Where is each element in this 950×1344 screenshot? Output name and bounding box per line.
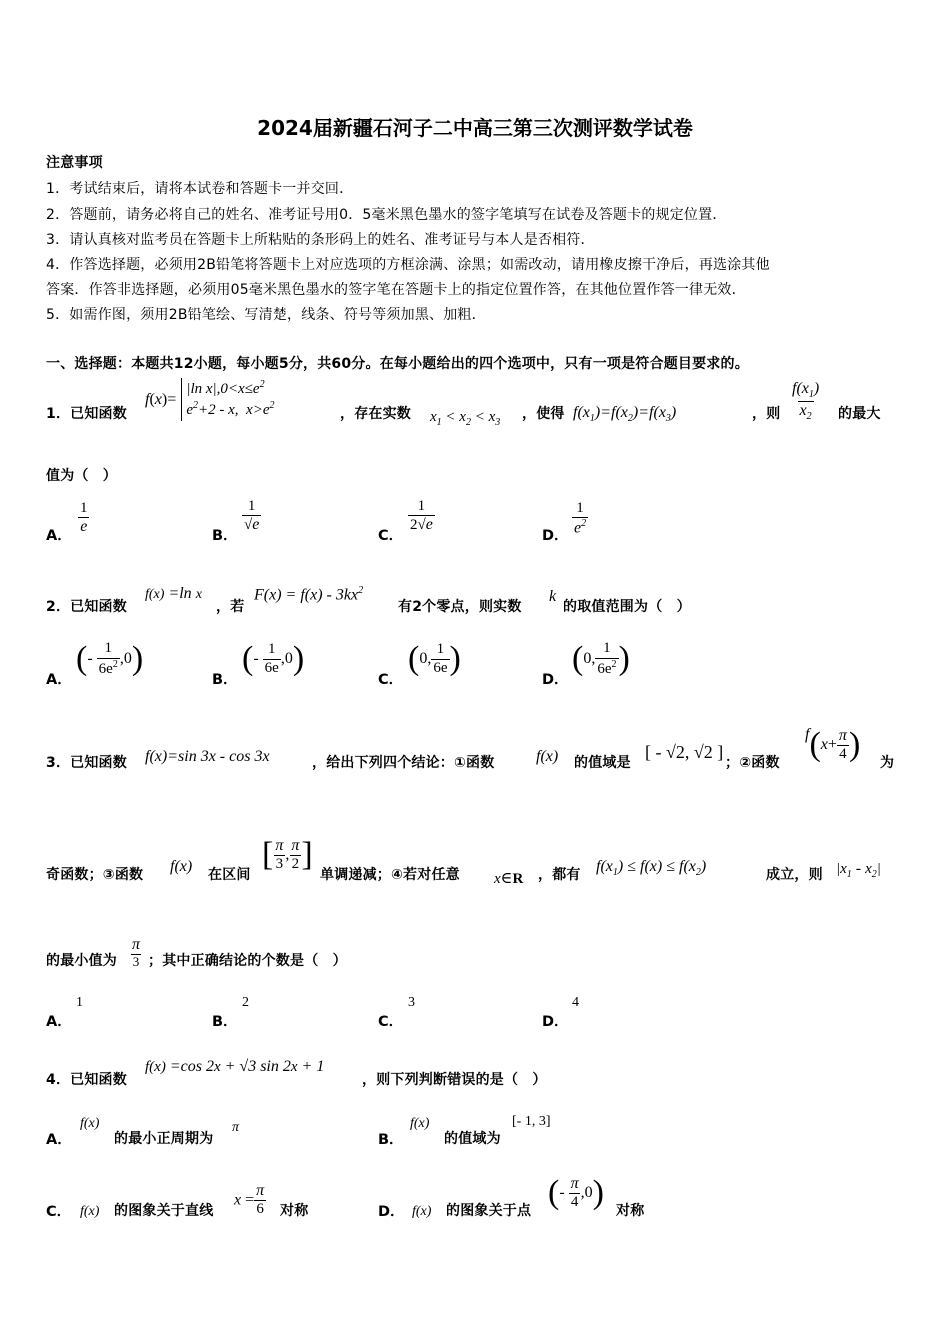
q2-text: 的取值范围为（ ） bbox=[563, 599, 691, 615]
q4-option-c-text: 的图象关于直线 bbox=[114, 1203, 214, 1219]
q2-text: ，若 bbox=[216, 599, 245, 615]
q1-option-d[interactable]: D． bbox=[542, 528, 569, 544]
notice-item: 2．答题前，请务必将自己的姓名、准考证号用0．5毫米黑色墨水的签字笔填写在试卷及答题卡的规定位置． bbox=[46, 207, 727, 223]
q4-option-c[interactable]: C． bbox=[46, 1204, 72, 1220]
q3-option-a[interactable]: A． bbox=[46, 1014, 72, 1030]
q2-function: f(x) =ln x bbox=[145, 585, 202, 602]
q4-option-b-text: 的值域为 bbox=[444, 1131, 501, 1147]
q3-f1: f(x) bbox=[536, 748, 559, 765]
q2-option-c-value: (0, $\frac{1}{6e}$ ) bbox=[408, 640, 461, 677]
notice-item: 3．请认真核对监考员在答题卡上所粘贴的条形码上的姓名、准考证号与本人是否相符． bbox=[46, 232, 595, 248]
q4-option-b-fx: f(x) bbox=[410, 1116, 430, 1131]
q3-text: ，都有 bbox=[538, 867, 581, 883]
q4-option-c-value: x = $\frac{\pi}{6}$ bbox=[234, 1182, 265, 1218]
q3-inequality: $f(x_1) \le f(x) \le f(x_2)$ bbox=[596, 858, 707, 879]
q1-inequality: $x_1 < x_2 < x_3$ bbox=[430, 409, 501, 428]
q3-text: 的最小值为 bbox=[46, 953, 117, 969]
q1-piecewise: f(x)= |ln $x|,0<x\le e^2$ $e^2+2 - x$, $x>e^2$ bbox=[145, 378, 274, 421]
q4-prefix: 4．已知函数 bbox=[46, 1072, 127, 1088]
q2-option-a-value: (- $\frac{1}{6e^2}$ ,0) bbox=[76, 640, 144, 677]
q3-text: ；其中正确结论的个数是（ ） bbox=[148, 953, 347, 969]
q4-option-d-text2: 对称 bbox=[616, 1203, 645, 1219]
notice-item: 答案．作答非选择题，必须用05毫米黑色墨水的签字笔在答题卡上的指定位置作答，在其他位置作答一律无效． bbox=[46, 282, 746, 298]
q1-text: 值为（ ） bbox=[46, 468, 117, 484]
q2-option-b-value: (- $\frac{1}{6e}$ ,0) bbox=[242, 640, 305, 677]
q3-f2: f(x) bbox=[170, 858, 193, 875]
q2-option-b[interactable]: B． bbox=[212, 672, 238, 688]
q2-prefix: 2．已知函数 bbox=[46, 599, 127, 615]
q2-text: 有2个零点，则实数 bbox=[398, 599, 522, 615]
q2-k: k bbox=[549, 588, 557, 605]
q4-option-c-fx: f(x) bbox=[80, 1204, 100, 1219]
q3-f-shift: f(x+ $\frac{\pi}{4}$ ) bbox=[805, 726, 861, 763]
q1-option-a[interactable]: A． bbox=[46, 528, 72, 544]
q3-option-b[interactable]: B． bbox=[212, 1014, 238, 1030]
q3-text: 成立，则 bbox=[766, 867, 823, 883]
q3-min-value: $\frac{\pi}{3}$ bbox=[132, 936, 141, 970]
q2-option-a[interactable]: A． bbox=[46, 672, 72, 688]
q1-ratio: $\frac{f(x_1)}{x_2}$ bbox=[792, 380, 820, 422]
q4-option-a-value: π bbox=[232, 1120, 240, 1135]
q4-option-b-value: [- 1, 3] bbox=[512, 1114, 551, 1129]
q4-function: f(x) =cos 2x + √3 sin 2x + 1 bbox=[145, 1058, 325, 1075]
q3-option-c[interactable]: C． bbox=[378, 1014, 404, 1030]
page-title: 2024届新疆石河子二中高三第三次测评数学试卷 bbox=[257, 116, 693, 140]
q1-option-a-value: $\frac{1}{e}$ bbox=[80, 500, 88, 536]
notice-item: 1．考试结束后，请将本试卷和答题卡一并交回． bbox=[46, 181, 354, 197]
q1-text: ，则 bbox=[752, 406, 781, 422]
q3-text: 为 bbox=[880, 755, 895, 771]
q3-range: [ - √2, √2 ] bbox=[645, 742, 724, 762]
q1-option-b-value: $\frac{1}{√e}$ bbox=[244, 498, 260, 534]
q3-text: 的值域是 bbox=[574, 755, 631, 771]
q1-option-d-value: $\frac{1}{e^2}$ bbox=[574, 500, 587, 537]
q3-interval: [ $\frac{\pi}{3}$ , $\frac{\pi}{2}$ ] bbox=[262, 836, 313, 873]
notice-item: 5．如需作图，须用2B铅笔绘、写清楚，线条、符号等须加黑、加粗． bbox=[46, 307, 486, 323]
q1-option-c-value: $\frac{1}{2√e}$ bbox=[410, 498, 433, 534]
notice-heading: 注意事项 bbox=[46, 155, 103, 171]
q3-option-d-value: 4 bbox=[572, 995, 579, 1010]
q1-option-c[interactable]: C． bbox=[378, 528, 404, 544]
q2-option-d-value: (0, $\frac{1}{6e^2}$ ) bbox=[572, 640, 630, 677]
q1-equation: $f(x_1)=f(x_2)=f(x_3)$ bbox=[573, 404, 677, 425]
q4-option-b[interactable]: B． bbox=[378, 1132, 404, 1148]
q1-option-b[interactable]: B． bbox=[212, 528, 238, 544]
q3-option-a-value: 1 bbox=[76, 995, 83, 1010]
q2-option-d[interactable]: D． bbox=[542, 672, 569, 688]
q4-option-d-fx: f(x) bbox=[412, 1204, 432, 1219]
q4-option-a-text: 的最小正周期为 bbox=[114, 1131, 214, 1147]
q2-function-f: $F(x) = f(x) - 3kx^2$ bbox=[254, 585, 364, 604]
q3-abs-diff: $|x_1 - x_2|$ bbox=[836, 860, 881, 880]
q4-option-d-value: (- $\frac{\pi}{4}$ ,0) bbox=[548, 1174, 604, 1211]
q3-option-d[interactable]: D． bbox=[542, 1014, 569, 1030]
q3-function: f(x)=sin 3x - cos 3x bbox=[145, 748, 270, 765]
q1-text: ，使得 bbox=[522, 406, 565, 422]
q3-option-c-value: 3 bbox=[408, 995, 415, 1010]
q3-text: ；②函数 bbox=[725, 755, 780, 771]
q2-option-c[interactable]: C． bbox=[378, 672, 404, 688]
q4-option-d-text: 的图象关于点 bbox=[446, 1203, 532, 1219]
q4-text: ，则下列判断错误的是（ ） bbox=[362, 1072, 547, 1088]
q4-option-a-fx: f(x) bbox=[80, 1116, 100, 1131]
q1-text: ，存在实数 bbox=[340, 406, 411, 422]
notice-item: 4．作答选择题，必须用2B铅笔将答题卡上对应选项的方框涂满、涂黑；如需改动，请用橡皮擦干净后，再选涂其他 bbox=[46, 257, 770, 273]
q1-prefix: 1．已知函数 bbox=[46, 406, 127, 422]
q1-text: 的最大 bbox=[838, 406, 881, 422]
q4-option-c-text2: 对称 bbox=[280, 1203, 309, 1219]
q3-text: ，给出下列四个结论：①函数 bbox=[312, 755, 495, 771]
q3-option-b-value: 2 bbox=[242, 995, 249, 1010]
q3-text: 奇函数；③函数 bbox=[46, 867, 144, 883]
q4-option-a[interactable]: A． bbox=[46, 1132, 72, 1148]
q4-option-d[interactable]: D． bbox=[378, 1204, 405, 1220]
q3-prefix: 3．已知函数 bbox=[46, 755, 127, 771]
section-heading: 一、选择题：本题共12小题，每小题5分，共60分。在每小题给出的四个选项中，只有一项是符合题目要求的。 bbox=[46, 356, 749, 372]
q3-text: 单调递减；④若对任意 bbox=[320, 867, 460, 883]
q3-domain: x∈R bbox=[494, 870, 524, 887]
q3-text: 在区间 bbox=[208, 867, 251, 883]
